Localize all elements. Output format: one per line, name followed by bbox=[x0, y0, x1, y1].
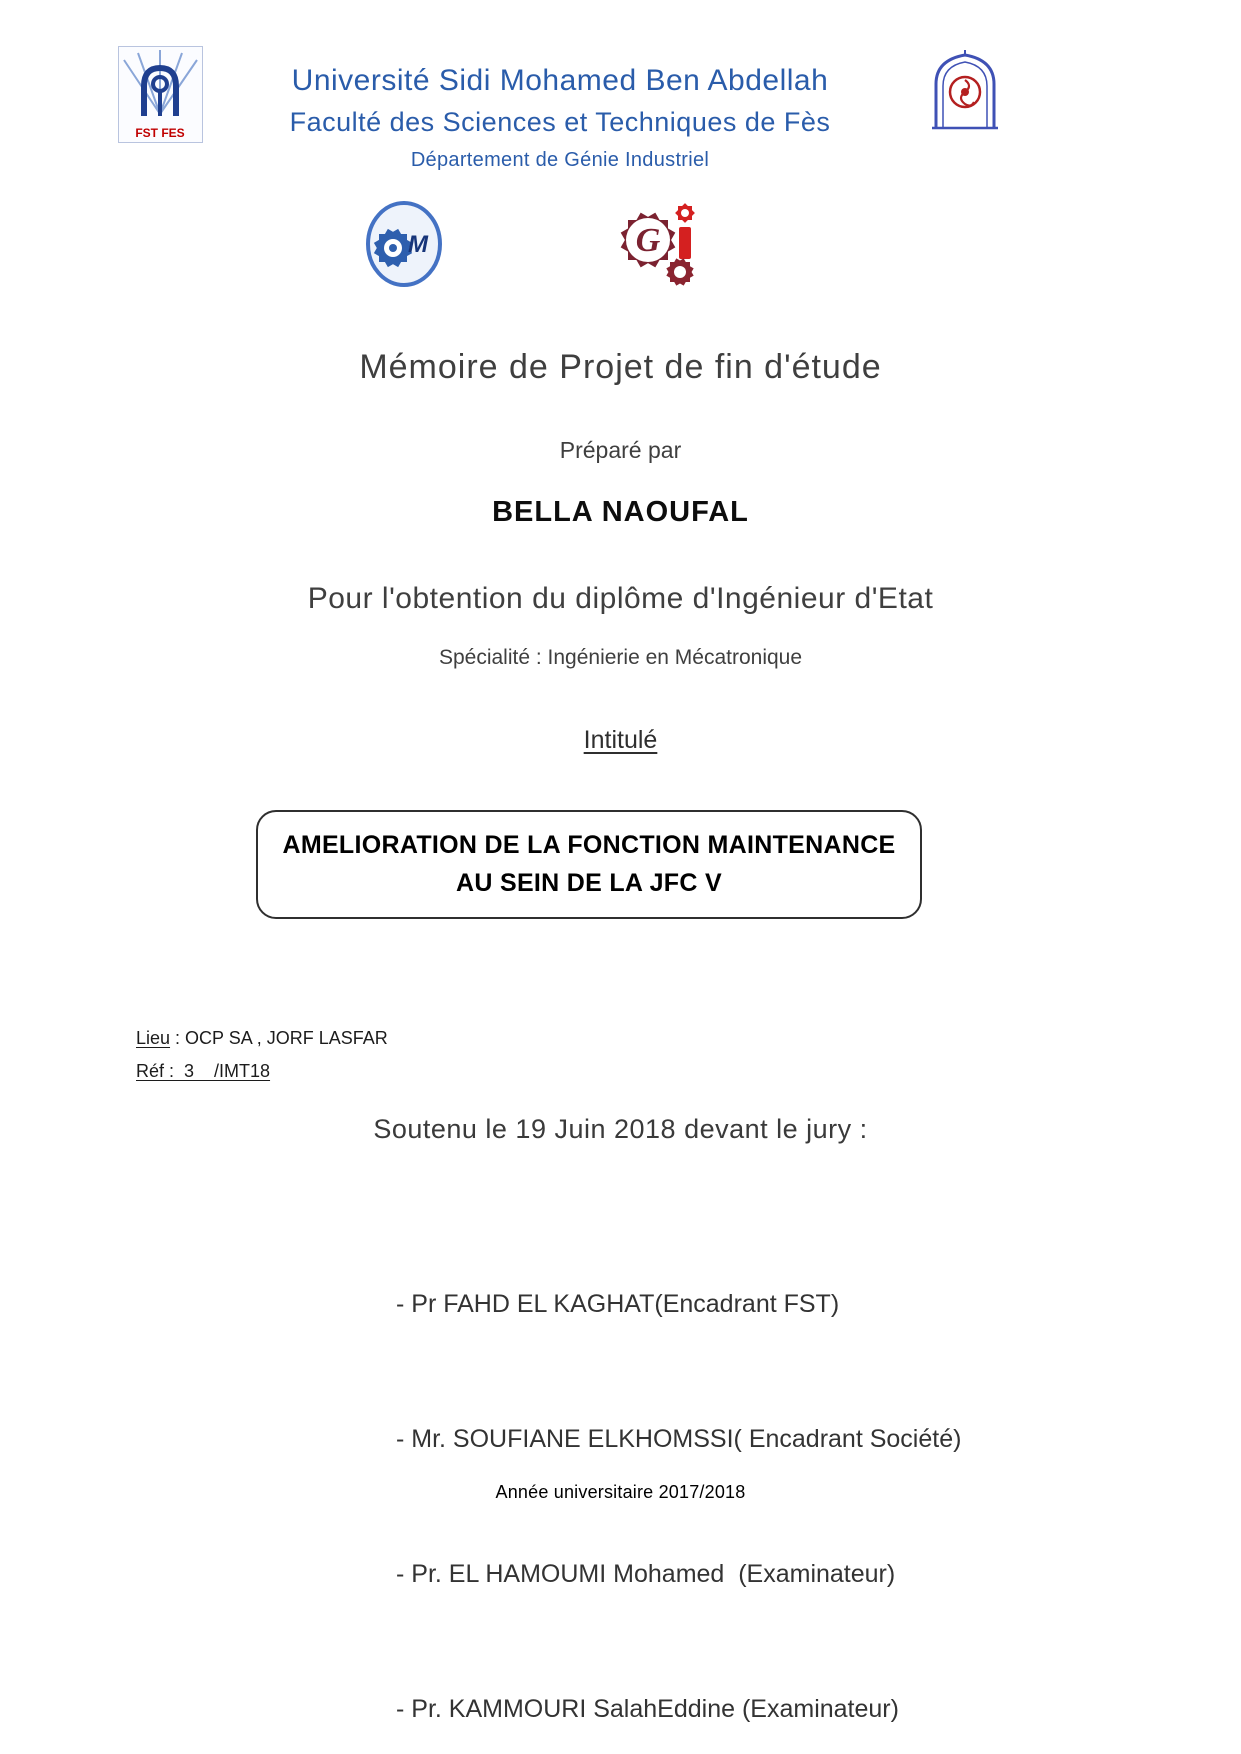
author-name: BELLA NAOUFAL bbox=[492, 496, 749, 528]
document-type-title: Mémoire de Projet de fin d'étude bbox=[359, 348, 882, 386]
jury-member: - Pr FAHD EL KAGHAT(Encadrant FST) bbox=[396, 1290, 840, 1318]
jury-list bbox=[396, 1192, 961, 1754]
genie-industriel-logo-icon bbox=[612, 196, 708, 292]
mechatronics-logo-icon bbox=[364, 200, 444, 288]
specialty-line: Spécialité : Ingénierie en Mécatronique bbox=[438, 646, 803, 669]
university-name: Université Sidi Mohamed Ben Abdellah bbox=[291, 64, 829, 97]
location-label: Lieu bbox=[136, 1028, 171, 1048]
project-title-line2: AU SEIN DE LA JFC V bbox=[456, 868, 722, 897]
defense-line: Soutenu le 19 Juin 2018 devant le jury : bbox=[373, 1114, 868, 1144]
university-seal-icon bbox=[924, 50, 1006, 130]
project-title-box bbox=[256, 810, 922, 919]
jury-member: - Pr. EL HAMOUMI Mohamed (Examinateur) bbox=[396, 1560, 896, 1588]
jury-member: - Pr. KAMMOURI SalahEddine (Examinateur) bbox=[396, 1695, 899, 1723]
location-value: : OCP SA , JORF LASFAR bbox=[170, 1028, 388, 1048]
prepared-by-label: Préparé par bbox=[559, 437, 682, 463]
location-line bbox=[136, 1028, 388, 1049]
degree-purpose-line: Pour l'obtention du diplôme d'Ingénieur d'Etat bbox=[307, 582, 934, 615]
reference-line: Réf : 3 /IMT18 bbox=[136, 1061, 271, 1081]
faculty-name: Faculté des Sciences et Techniques de Fès bbox=[289, 107, 831, 137]
header-titles bbox=[60, 64, 1060, 172]
project-title-line1: AMELIORATION DE LA FONCTION MAINTENANCE bbox=[282, 831, 896, 859]
department-name: Département de Génie Industriel bbox=[410, 149, 710, 171]
svg-text:G: G bbox=[635, 222, 661, 259]
title-label-text: Intitulé bbox=[583, 726, 658, 754]
academic-year-footer: Année universitaire 2017/2018 bbox=[495, 1482, 746, 1502]
svg-text:M: M bbox=[408, 231, 428, 258]
jury-member: - Mr. SOUFIANE ELKHOMSSI( Encadrant Société) bbox=[396, 1425, 962, 1453]
fst-logo-label: FST FES bbox=[135, 126, 185, 140]
title-label bbox=[0, 726, 1241, 755]
